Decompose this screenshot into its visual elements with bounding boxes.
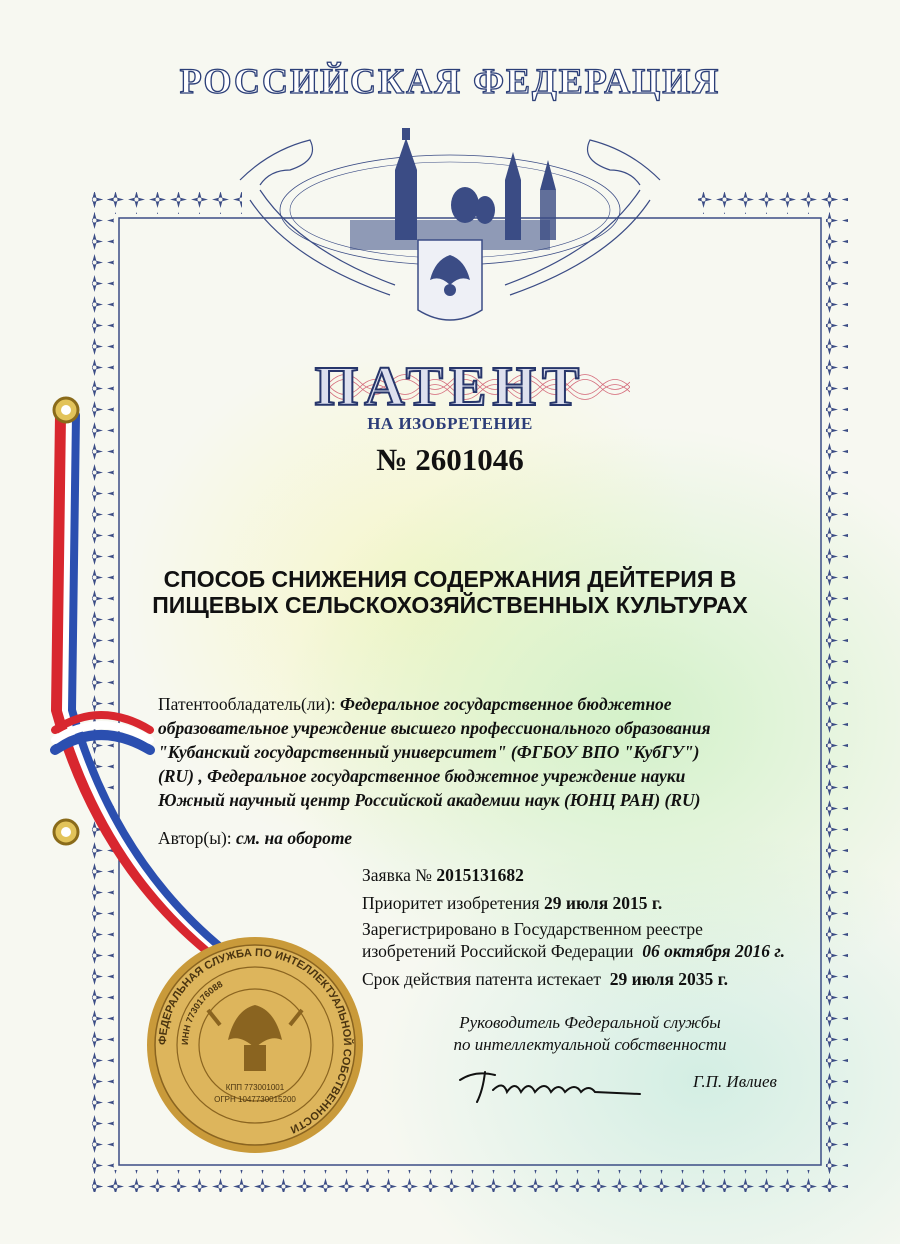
priority-date: 29 июля 2015 г. [543, 893, 663, 913]
kremlin-emblem [230, 110, 670, 340]
application-number: 2015131682 [436, 865, 524, 885]
signatory-title-line: по интеллектуальной собственности [453, 1035, 727, 1054]
application-label: Заявка № [362, 865, 432, 885]
holder-text: "Кубанский государственный университет" (ФГБОУ ВПО "КубГУ") [158, 742, 700, 762]
patent-number: № 2601046 [376, 442, 524, 477]
document-subtitle: НА ИЗОБРЕТЕНИЕ [367, 414, 533, 433]
seal-ogrn-text: ОГРН 1047730015200 [214, 1095, 296, 1104]
holder-text: Южный научный центр Российской академии наук (ЮНЦ РАН) (RU) [158, 790, 701, 810]
invention-title-line: ПИЩЕВЫХ СЕЛЬСКОХОЗЯЙСТВЕННЫХ КУЛЬТУРАХ [152, 592, 748, 618]
document-type-heading: ПАТЕНТ [314, 356, 586, 418]
seal-inn-text: ИНН 7730176088 [179, 978, 225, 1046]
invention-title-line: СПОСОБ СНИЖЕНИЯ СОДЕРЖАНИЯ ДЕЙТЕРИЯ В [163, 566, 737, 592]
holder-text: Федеральное государственное бюджетное [339, 694, 672, 714]
priority-line [362, 892, 662, 914]
expiry-line [362, 968, 728, 990]
holder-text: образовательное учреждение высшего профессионального образования [158, 718, 711, 738]
registration-date: 06 октября 2016 г. [642, 941, 785, 961]
registration-label: изобретений Российской Федерации [362, 941, 634, 961]
handwritten-signature [455, 1060, 655, 1110]
registration-block [362, 918, 785, 962]
expiry-label: Срок действия патента истекает [362, 969, 601, 989]
holder-text: (RU) , Федеральное государственное бюджетное учреждение науки [158, 766, 686, 786]
author-value: см. на обороте [236, 828, 353, 848]
holder-label: Патентообладатель(ли): [158, 694, 336, 714]
seal-outer-text: ФЕДЕРАЛЬНАЯ СЛУЖБА ПО ИНТЕЛЛЕКТУАЛЬНОЙ СОБСТВЕННОСТИ [156, 946, 354, 1136]
author-label: Автор(ы): [158, 828, 232, 848]
signatory-title-line: Руководитель Федеральной службы [459, 1013, 721, 1032]
registration-label: Зарегистрировано в Государственном реестре [362, 919, 703, 939]
expiry-date: 29 июля 2035 г. [609, 969, 729, 989]
signatory-name: Г.П. Ивлиев [693, 1072, 777, 1091]
application-line [362, 864, 524, 886]
country-heading: РОССИЙСКАЯ ФЕДЕРАЦИЯ [179, 61, 721, 101]
signatory-title [440, 1012, 740, 1056]
coat-of-arms-shield [418, 240, 482, 320]
official-seal [140, 930, 370, 1160]
seal-kpp-text: КПП 773001001 [225, 1083, 285, 1092]
priority-label: Приоритет изобретения [362, 893, 540, 913]
